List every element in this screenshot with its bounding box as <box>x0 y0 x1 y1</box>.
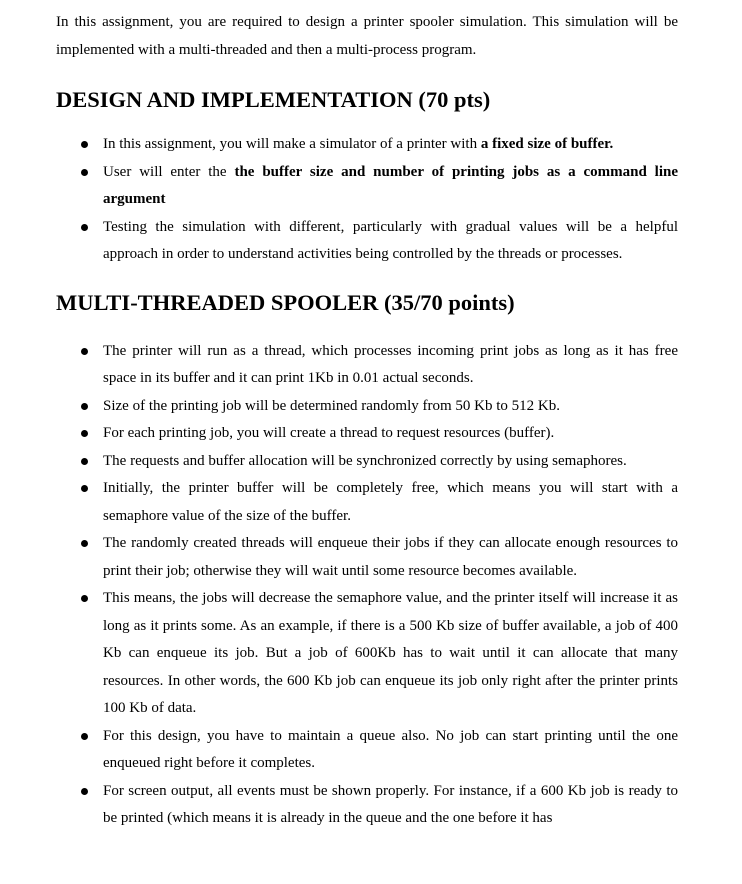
bullet-icon <box>81 169 88 176</box>
bullet-icon <box>81 485 88 492</box>
bullet-icon <box>81 224 88 231</box>
design-bullet-list <box>56 131 678 269</box>
bullet-icon <box>81 458 88 465</box>
list-item: For screen output, all events must be shown properly. For instance, if a 600 Kb job is ready to be printed (which means it is already in the queue and the one before it has <box>56 778 678 833</box>
list-item: The randomly created threads will enqueue their jobs if they can allocate enough resources to print their job; otherwise they will wait until some resource becomes available. <box>56 530 678 585</box>
document-page <box>56 0 678 833</box>
bullet-icon <box>81 540 88 547</box>
list-item: The requests and buffer allocation will be synchronized correctly by using semaphores. <box>56 448 678 476</box>
list-item: In this assignment, you will make a simulator of a printer with a fixed size of buffer. <box>56 131 678 159</box>
list-item: For this design, you have to maintain a queue also. No job can start printing until the one enqueued right before it completes. <box>56 723 678 778</box>
list-item: This means, the jobs will decrease the semaphore value, and the printer itself will increase it as long as it prints some. As an example, if there is a 500 Kb size of buffer available, a job of 400 Kb can enqueue its job. But a job of 600Kb has to wait until it can allocate that many resources. In other words, the 600 Kb job can enqueue its job only right after the printer prints 100 Kb of data. <box>56 585 678 723</box>
list-item: Testing the simulation with different, particularly with gradual values will be a helpful approach in order to understand activities being controlled by the threads or processes. <box>56 214 678 269</box>
bullet-icon <box>81 788 88 795</box>
section-heading-multithreaded: MULTI-THREADED SPOOLER (35/70 points) <box>56 289 515 315</box>
section-heading-design: DESIGN AND IMPLEMENTATION (70 pts) <box>56 87 491 112</box>
list-item: Size of the printing job will be determined randomly from 50 Kb to 512 Kb. <box>56 393 678 421</box>
list-item: User will enter the the buffer size and number of printing jobs as a command line argument <box>56 159 678 214</box>
bullet-icon <box>81 430 88 437</box>
bullet-icon <box>81 403 88 410</box>
bullet-icon <box>81 141 88 148</box>
bullet-icon <box>81 348 88 355</box>
bullet-icon <box>81 595 88 602</box>
intro-paragraph: In this assignment, you are required to design a printer spooler simulation. This simulation will be implemented with a multi-threaded and then a multi-process program. <box>56 14 678 58</box>
list-item: For each printing job, you will create a thread to request resources (buffer). <box>56 420 678 448</box>
multithreaded-bullet-list <box>56 338 678 833</box>
list-item: The printer will run as a thread, which processes incoming print jobs as long as it has free space in its buffer and it can print 1Kb in 0.01 actual seconds. <box>56 338 678 393</box>
bullet-icon <box>81 733 88 740</box>
list-item: Initially, the printer buffer will be completely free, which means you will start with a semaphore value of the size of the buffer. <box>56 475 678 530</box>
